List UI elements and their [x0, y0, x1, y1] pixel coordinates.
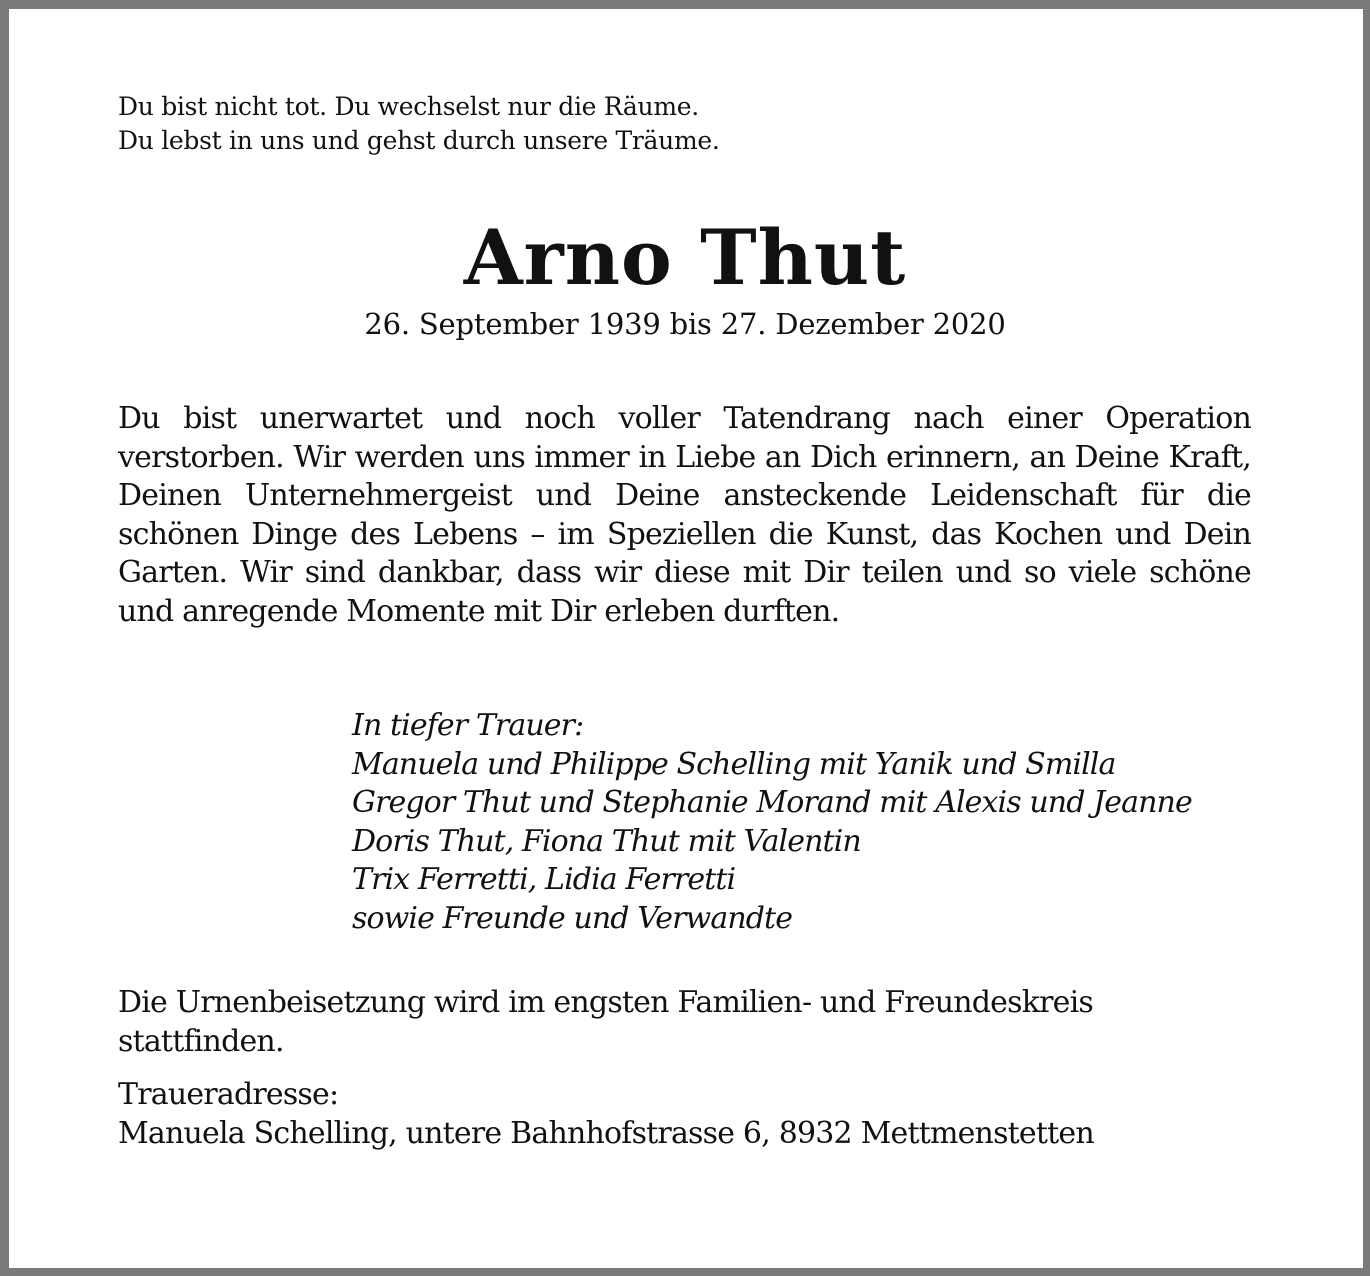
address-value: Manuela Schelling, untere Bahnhofstrasse 6, 8932 Mettmenstetten: [118, 1115, 1094, 1151]
mourners-heading: In tiefer Trauer:: [352, 708, 584, 743]
burial-notice: Die Urnenbeisetzung wird im engsten Familien- und Freundeskreis stattfinden.: [118, 985, 1093, 1059]
deceased-name: Arno Thut: [463, 213, 907, 302]
mourners-block: [352, 707, 1252, 938]
mourning-address: [118, 1076, 1251, 1153]
motto: [118, 90, 1218, 158]
mourner-line: Gregor Thut und Stephanie Morand mit Alexis und Jeanne: [352, 785, 1192, 820]
mourner-line: Manuela und Philippe Schelling mit Yanik und Smilla: [352, 746, 1116, 782]
life-dates: 26. September 1939 bis 27. Dezember 2020: [364, 307, 1006, 341]
mourner-line: Trix Ferretti, Lidia Ferretti: [352, 862, 736, 897]
address-label: Traueradresse:: [118, 1077, 339, 1112]
mourner-line: Doris Thut, Fiona Thut mit Valentin: [352, 823, 861, 859]
motto-line-2: Du lebst in uns und gehst durch unsere Träume.: [118, 126, 720, 155]
motto-line-1: Du bist nicht tot. Du wechselst nur die Räume.: [118, 92, 699, 121]
tribute-text: Du bist unerwartet und noch voller Tatendrang nach einer Operation verstorben. Wir werden uns immer in Liebe an Dich erinnern, an Deine Kraft, Deinen Unternehmergeist und Deine ansteckende Leidenschaft für die schönen Dinge des Lebens – im Speziellen die Kunst, das Kochen und Dein Garten. Wir sind dankbar, dass wir diese mit Dir teilen und so viele schöne und anregende Momente mit Dir erleben durften.: [118, 401, 1251, 629]
mourner-line: sowie Freunde und Verwandte: [352, 900, 793, 936]
